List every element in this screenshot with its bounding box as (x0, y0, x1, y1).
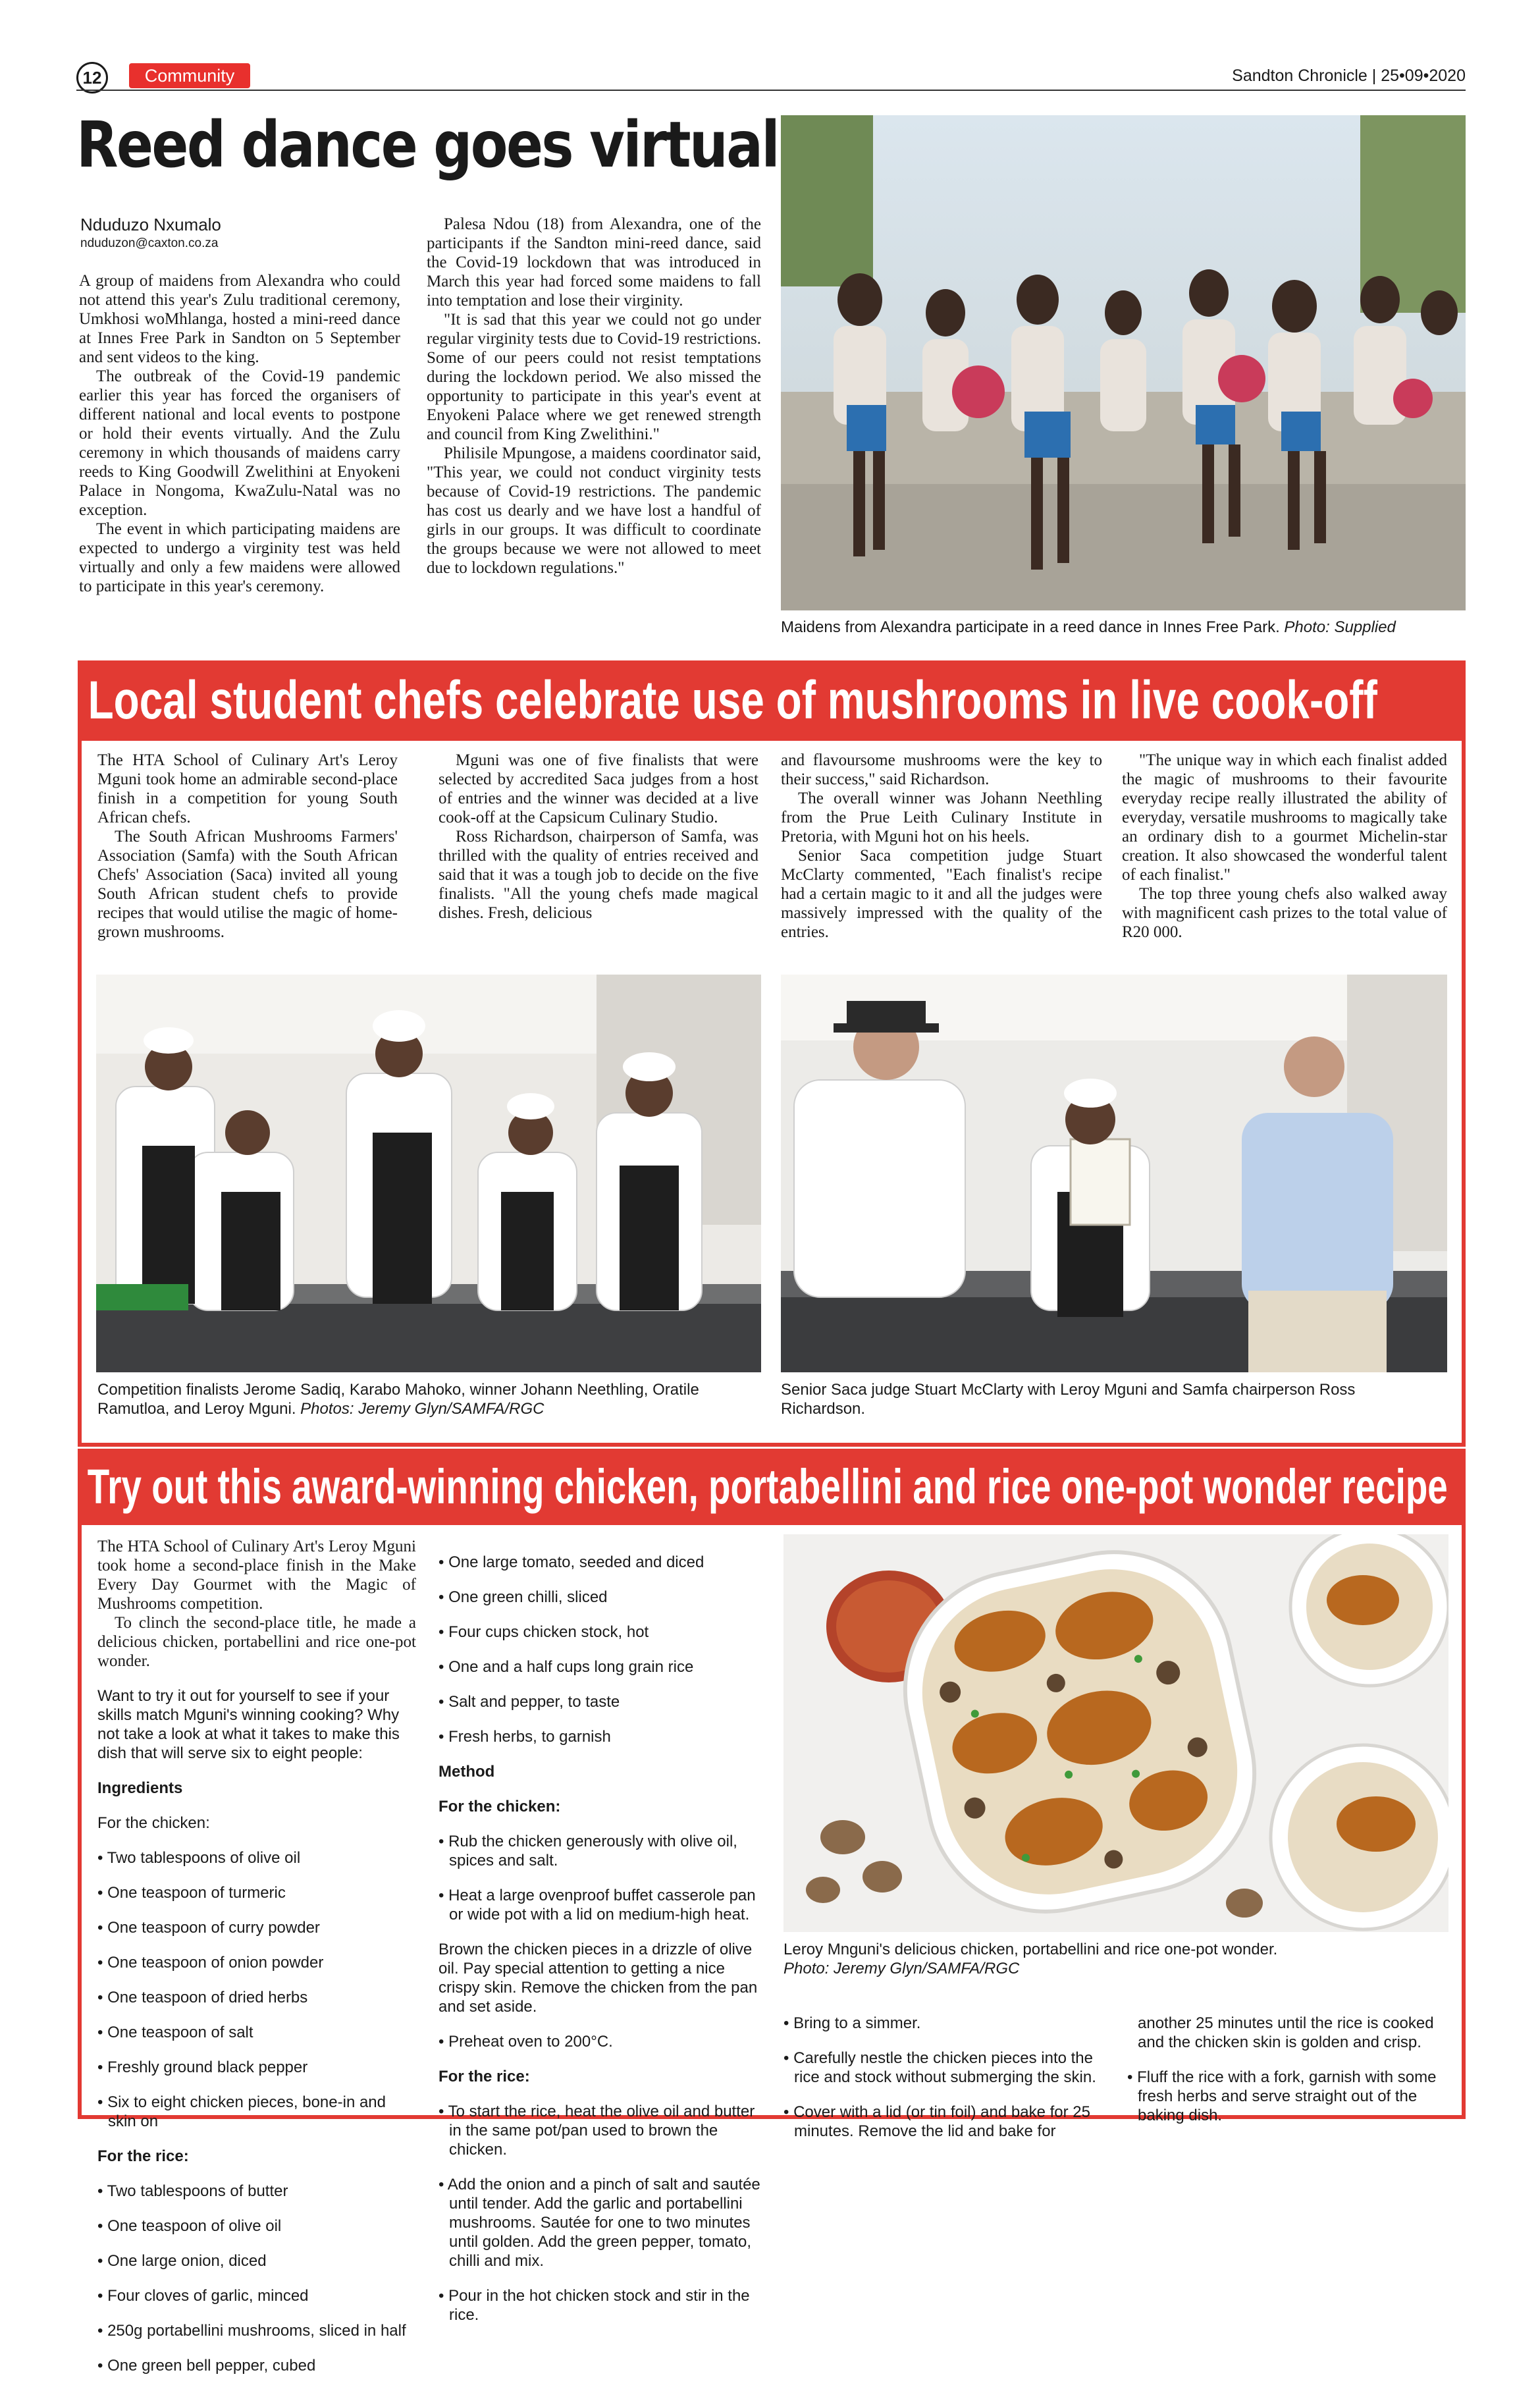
dish-caption (783, 1940, 1448, 1978)
caption-text: Leroy Mnguni's delicious chicken, portabellini and rice one-pot wonder. (783, 1941, 1278, 1958)
headline-reed-dance: Reed dance goes virtual (76, 108, 779, 182)
paragraph: The outbreak of the Covid-19 pandemic earlier this year has forced the organisers of different national and local events to postpone or hold their events virtually. And the Zulu ceremony in which thousands of maidens carry reeds to King Goodwill Zwelithini at Enyokeni Palace in Nongoma, KwaZulu-Natal was no exception. (79, 367, 400, 519)
header-rule (76, 90, 1466, 91)
ingredients-rice-label: For the rice: (97, 2147, 189, 2165)
list-item: • One large tomato, seeded and diced (438, 1553, 704, 1571)
list-item: • Carefully nestle the chicken pieces into the rice and stock without submerging the skin. (783, 2049, 1096, 2086)
list-item: • Fluff the rice with a fork, garnish with some fresh herbs and serve straight out of the baking dish. (1127, 2068, 1437, 2124)
judges-caption: Senior Saca judge Stuart McClarty with Leroy Mguni and Samfa chairperson Ross Richardson. (781, 1381, 1356, 1418)
paragraph: The top three young chefs also walked away with magnificent cash prizes to the total value of R20 000. (1122, 885, 1447, 941)
list-item: • Rub the chicken generously with olive oil, spices and salt. (438, 1833, 737, 1869)
list-item: • 250g portabellini mushrooms, sliced in half (97, 2322, 406, 2340)
story3-column-1 (97, 1537, 416, 2391)
story1-column-1 (79, 271, 400, 596)
paragraph: A group of maidens from Alexandra who could not attend this year's Zulu traditional ceremony, Umkhosi woMhlanga, hosted a mini-reed dance at Innes Free Park in Sandton on 5 September and sent videos to the king. (79, 272, 400, 366)
headline-student-chefs: Local student chefs celebrate use of mushrooms in live cook-off (88, 670, 1377, 730)
list-item: • One teaspoon of turmeric (97, 1884, 286, 1902)
story2-column-3 (781, 751, 1102, 942)
headline-recipe: Try out this award-winning chicken, portabellini and rice one-pot wonder recipe (87, 1459, 1448, 1514)
list-item: • One teaspoon of olive oil (97, 2217, 282, 2235)
masthead (1232, 66, 1466, 86)
list-item: • Add the onion and a pinch of salt and sautée until tender. Add the garlic and portabellini mushrooms. Sautée for one to two minutes until golden. Add the green pepper, tomato, chilli and mix. (438, 2176, 760, 2270)
list-item: • Salt and pepper, to taste (438, 1693, 620, 1711)
ingredients-heading: Ingredients (97, 1779, 183, 1797)
caption-credit: Photo: Supplied (1284, 618, 1396, 636)
list-item: • One green chilli, sliced (438, 1588, 608, 1606)
paragraph: The event in which participating maidens are expected to undergo a virginity test was held virtually and only a few maidens were allowed to participate in this year's ceremony. (79, 520, 400, 595)
list-item: • One large onion, diced (97, 2252, 267, 2270)
page-number: 12 (76, 62, 108, 94)
list-item: • One teaspoon of dried herbs (97, 1989, 308, 2006)
story3-column-4 (1127, 1998, 1450, 2141)
list-item: • Four cloves of garlic, minced (97, 2287, 309, 2305)
paragraph: Mguni was one of five finalists that were selected by accredited Saca judges from a host of entries and the winner was decided at a live cook-off at the Capsicum Culinary Studio. (438, 751, 758, 826)
reed-dance-caption (781, 618, 1466, 637)
paragraph: Philisile Mpungose, a maidens coordinator said, "This year, we could not conduct virginity tests because of Covid-19 restrictions. The pandemic has cost us dearly and we have lost a handful of girls in our groups. It was difficult to coordinate the groups because we were not allowed to meet due to lockdown regulations." (427, 444, 761, 577)
paragraph: The HTA School of Culinary Art's Leroy Mguni took home a second-place finish in the Make Every Day Gourmet with the Magic of Mushrooms competition. (97, 1538, 416, 1613)
method-chicken-label: For the chicken: (438, 1798, 561, 1815)
list-item: • Four cups chicken stock, hot (438, 1623, 649, 1641)
ingredients-chicken-label: For the chicken: (97, 1814, 210, 1832)
story3-column-3 (783, 1998, 1106, 2157)
section-tab[interactable]: Community (129, 63, 250, 88)
list-item: • Six to eight chicken pieces, bone-in and skin on (97, 2093, 386, 2130)
paragraph: "The unique way in which each finalist added the magic of mushrooms to their favourite everyday recipe really illustrated the ability of everyday, versatile mushrooms to magically take an ordinary dish to a gourmet Michelin-star creation. It also showcased the wonderful talent of each finalist." (1122, 751, 1447, 884)
paragraph: Ross Richardson, chairperson of Samfa, was thrilled with the quality of entries received and said that it was a tough job to decide on the five finalists. "All the young chefs made magical dishes. Fresh, delicious (438, 828, 758, 922)
list-item: • Cover with a lid (or tin foil) and bake for 25 minutes. Remove the lid and bake for (783, 2103, 1090, 2140)
story2-column-2 (438, 751, 758, 923)
method-rice-label: For the rice: (438, 2068, 530, 2085)
finalists-caption (97, 1380, 743, 1418)
byline-email[interactable]: nduduzon@caxton.co.za (80, 236, 219, 250)
story2-column-1 (97, 751, 398, 942)
paragraph: "It is sad that this year we could not go under regular virginity tests due to Covid-19 restrictions. Some of our peers could not resist temptations during the lockdown period. We also missed the opportunity to participate in this year's event at Enyokeni Palace where we get renewed strength and council from King Zwelithini." (427, 311, 761, 443)
list-item: • Freshly ground black pepper (97, 2058, 308, 2076)
list-item: • Preheat oven to 200°C. (438, 2033, 613, 2051)
list-item: another 25 minutes until the rice is cooked and the chicken skin is golden and crisp. (1138, 2014, 1434, 2051)
paragraph: The South African Mushrooms Farmers' Association (Samfa) with the South African Chefs' Association (Saca) invited all young South African student chefs to provide recipes that would utilise the magic of home-grown mushrooms. (97, 828, 398, 941)
byline-author: Nduduzo Nxumalo (80, 215, 221, 234)
list-item: • One green bell pepper, cubed (97, 2357, 316, 2375)
list-item: • Heat a large ovenproof buffet casserole pan or wide pot with a lid on medium-high heat. (438, 1887, 756, 1923)
list-item: • To start the rice, heat the olive oil and butter in the same pot/pan used to brown the chicken. (438, 2103, 755, 2159)
list-item: • Bring to a simmer. (783, 2014, 921, 2032)
story3-column-2 (438, 1537, 762, 2340)
recipe-ingredients (97, 1686, 416, 2375)
story1-column-2 (427, 215, 761, 578)
finalists-photo (96, 975, 761, 1372)
story2-column-4 (1122, 751, 1447, 942)
list-item: • One teaspoon of curry powder (97, 1919, 320, 1937)
list-item: Brown the chicken pieces in a drizzle of olive oil. Pay special attention to getting a nice crispy skin. Remove the chicken from the pan and set aside. (438, 1941, 758, 2016)
recipe-intro (97, 1537, 416, 1671)
list-item: • Fresh herbs, to garnish (438, 1728, 611, 1746)
paragraph: The overall winner was Johann Neethling from the Prue Leith Culinary Institute in Pretoria, with Mguni hot on his heels. (781, 790, 1102, 846)
caption-text: Maidens from Alexandra participate in a reed dance in Innes Free Park. (781, 618, 1280, 636)
paper-name: Sandton Chronicle (1232, 67, 1367, 85)
paragraph: Senior Saca competition judge Stuart McClarty commented, "Each finalist's recipe had a certain magic to it and all the judges were massively impressed with the quality of the entries. (781, 847, 1102, 941)
paragraph: and flavoursome mushrooms were the key to their success," said Richardson. (781, 751, 1102, 788)
paragraph: The HTA School of Culinary Art's Leroy Mguni took home an admirable second-place finish in a competition for young South African chefs. (97, 751, 398, 826)
judges-photo (781, 975, 1447, 1372)
issue-date: 25•09•2020 (1381, 67, 1466, 85)
list-item: • One and a half cups long grain rice (438, 1658, 694, 1676)
paragraph: To clinch the second-place title, he made a delicious chicken, portabellini and rice one-pot wonder. (97, 1614, 416, 1670)
paragraph: Palesa Ndou (18) from Alexandra, one of the participants if the Sandton mini-reed dance, said the Covid-19 lockdown that was introduced in March this year had forced some maidens to fall into temptation and lose their virginity. (427, 215, 761, 309)
caption-text: Competition finalists Jerome Sadiq, Karabo Mahoko, winner Johann Neethling, Oratile Ramutloa, and Leroy Mguni. (97, 1381, 699, 1418)
list-item: • One teaspoon of onion powder (97, 1954, 324, 1972)
caption-credit: Photo: Jeremy Glyn/SAMFA/RGC (783, 1960, 1020, 1977)
list-item: • One teaspoon of salt (97, 2024, 253, 2041)
one-pot-dish-photo (783, 1534, 1448, 1932)
list-item: • Two tablespoons of butter (97, 2182, 288, 2200)
caption-credit: Photos: Jeremy Glyn/SAMFA/RGC (300, 1400, 544, 1418)
list-item: • Pour in the hot chicken stock and stir in the rice. (438, 2287, 750, 2324)
list-item: • Two tablespoons of olive oil (97, 1849, 301, 1867)
reed-dance-photo (781, 115, 1466, 610)
masthead-separator: | (1371, 67, 1381, 85)
paragraph: Want to try it out for yourself to see if your skills match Mguni's winning cooking? Why not take a look at what it takes to make this dish that will serve six to eight people: (97, 1687, 400, 1762)
method-heading: Method (438, 1763, 495, 1781)
story2-banner (78, 660, 1466, 741)
story3-banner (78, 1449, 1466, 1525)
